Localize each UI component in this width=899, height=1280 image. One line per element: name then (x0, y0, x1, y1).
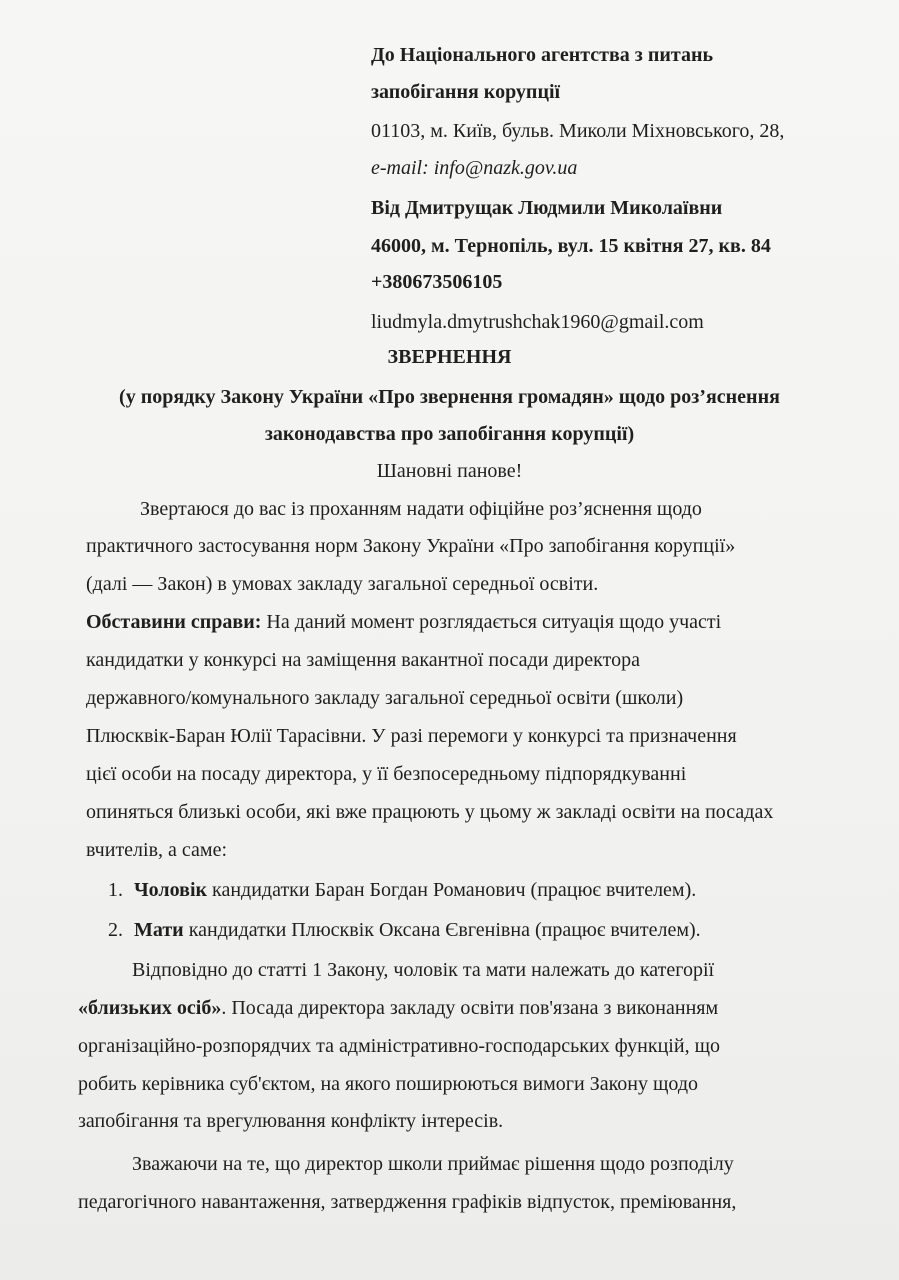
document-subtitle-line-2: законодавства про запобігання корупції) (264, 423, 635, 445)
circumstances-line-4: Плюсквік-Баран Юлії Тарасівни. У разі перемоги у конкурсі та призначення (86, 725, 737, 747)
sender-name: Від Дмитрущак Людмили Миколаївни (371, 197, 723, 219)
recipient-email: e-mail: info@nazk.gov.ua (371, 157, 578, 179)
intro-line-3: (далі — Закон) в умовах закладу загальної середньої освіти. (86, 573, 599, 595)
recipient-line-1: До Національного агентства з питань (371, 44, 714, 66)
intro-line-1: Звертаюся до вас із проханням надати офіційне роз’яснення щодо (140, 498, 702, 520)
circumstances-line-1-rest: На даний момент розглядається ситуація щодо участі (261, 611, 722, 633)
article-line-2-rest: . Посада директора закладу освіти пов'язана з виконанням (221, 997, 719, 1019)
considering-line-2: педагогічного навантаження, затвердження графіків відпусток, преміювання, (78, 1191, 737, 1213)
circumstances-line-5: цієї особи на посаду директора, у її безпосередньому підпорядкуванні (86, 763, 687, 785)
intro-line-2: практичного застосування норм Закону України «Про запобігання корупції» (86, 535, 736, 557)
circumstances-line-6: опиняться близькі особи, які вже працюють у цьому ж закладі освіти на посадах (86, 801, 774, 823)
article-line-1: Відповідно до статті 1 Закону, чоловік та мати належать до категорії (132, 959, 715, 981)
circumstances-line-2: кандидатки у конкурсі на заміщення вакантної посади директора (86, 649, 640, 671)
article-line-4: робить керівника суб'єктом, на якого поширюються вимоги Закону щодо (78, 1073, 699, 1095)
sender-address: 46000, м. Тернопіль, вул. 15 квітня 27, кв. 84 (371, 235, 771, 257)
sender-phone: +380673506105 (371, 271, 503, 293)
list-item-number: 2. (108, 919, 123, 941)
considering-line-1: Зважаючи на те, що директор школи приймає рішення щодо розподілу (132, 1153, 734, 1175)
document-title: ЗВЕРНЕННЯ (387, 346, 512, 368)
list-item-bold: Чоловік (134, 879, 208, 901)
circumstances-line-7: вчителів, а саме: (86, 839, 228, 861)
document-subtitle-line-1: (у порядку Закону України «Про звернення громадян» щодо роз’яснення (119, 386, 780, 408)
list-item (108, 918, 701, 942)
article-line-5: запобігання та врегулювання конфлікту інтересів. (78, 1110, 504, 1132)
article-line-2 (78, 996, 718, 1020)
article-line-3: організаційно-розпорядчих та адміністративно-господарських функцій, що (78, 1035, 720, 1057)
greeting: Шановні панове! (376, 460, 523, 482)
list-item-number: 1. (108, 879, 123, 901)
list-item (108, 878, 696, 902)
circumstances-label: Обставини справи: (86, 611, 262, 633)
recipient-line-2: запобігання корупції (371, 81, 561, 103)
recipient-address: 01103, м. Київ, бульв. Миколи Міхновського, 28, (371, 120, 785, 142)
sender-email: liudmyla.dmytrushchak1960@gmail.com (371, 311, 704, 333)
circumstances-line-3: державного/комунального закладу загальної середньої освіти (школи) (86, 687, 684, 709)
circumstances-line-1 (86, 610, 721, 634)
close-persons-term: «близьких осіб» (78, 997, 222, 1019)
list-item-text: кандидатки Баран Богдан Романович (працює вчителем). (207, 879, 697, 901)
list-item-bold: Мати (134, 919, 184, 941)
list-item-text: кандидатки Плюсквік Оксана Євгенівна (працює вчителем). (183, 919, 701, 941)
